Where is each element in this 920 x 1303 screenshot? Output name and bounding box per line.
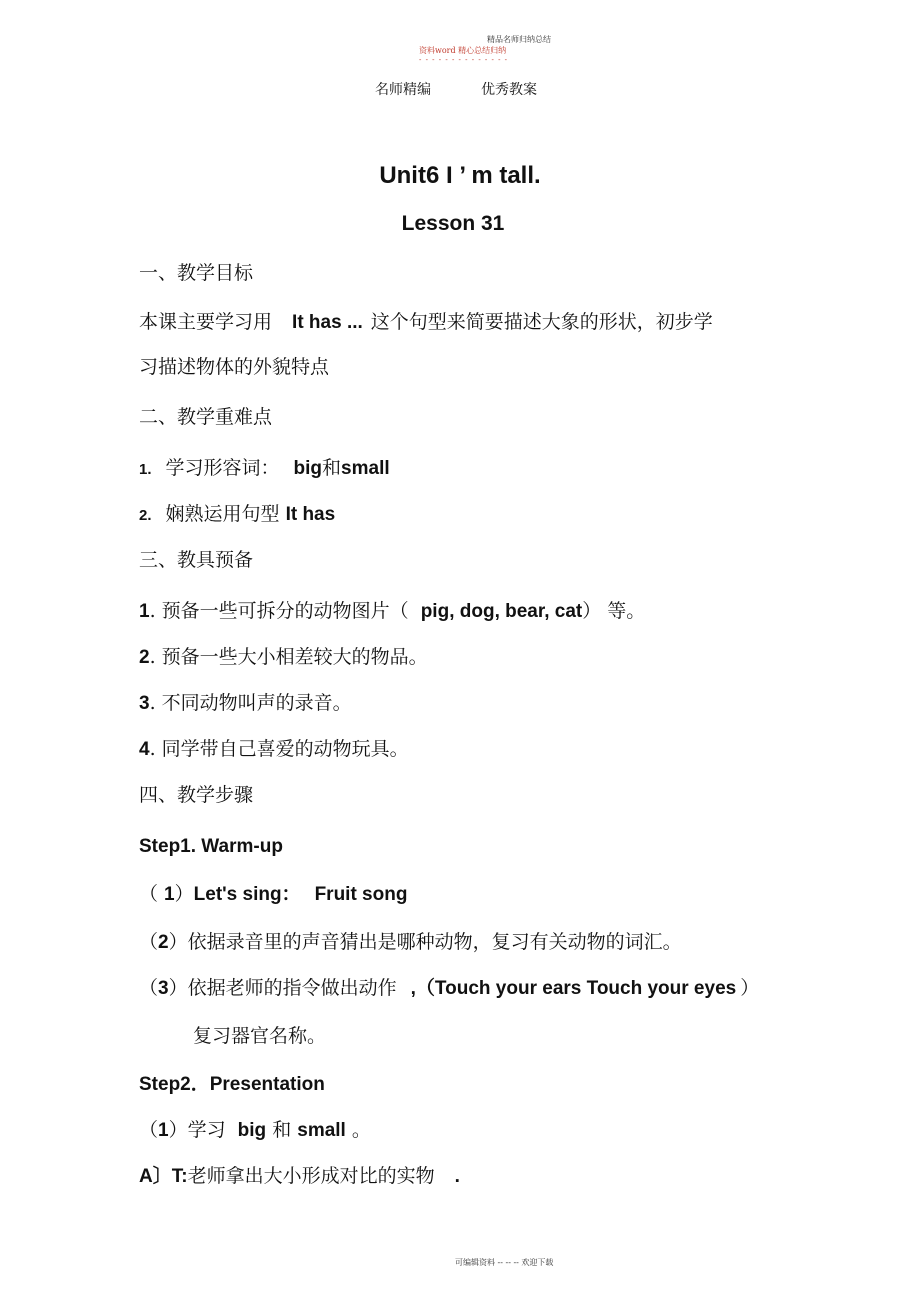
watermark-red: 资料word 精心总结归纳 [419, 46, 507, 55]
prep-1-after: ） 等。 [582, 600, 646, 622]
keypoint-2 [139, 499, 335, 526]
keypoint-1-text: 学习形容词： [165, 457, 280, 479]
watermark-top: 精品名师归纳总结 [487, 35, 551, 44]
objective-text-a: 本课主要学习用 [139, 311, 279, 333]
step2-item-a [139, 1161, 460, 1188]
prep-3-text: . 不同动物叫声的录音。 [149, 692, 352, 714]
prep-item-2 [139, 642, 428, 669]
prep-3-num: 3 [139, 693, 150, 714]
prep-1-animals: pig, dog, bear, cat [420, 601, 583, 622]
step2-i1-and: 和 [266, 1119, 298, 1141]
objective-line-1 [139, 307, 713, 334]
section-heading-prep: 三、教具预备 [139, 549, 254, 571]
prep-item-3 [139, 688, 352, 715]
section-heading-objectives: 一、教学目标 [139, 262, 254, 284]
keypoint-1 [139, 453, 390, 480]
step1-item-2 [139, 927, 682, 954]
prep-item-4 [139, 734, 409, 761]
step2-a-text: 老师拿出大小形成对比的实物 [187, 1165, 441, 1187]
prep-1-text: . 预备一些可拆分的动物图片（ [149, 600, 415, 622]
footer: 可编辑资料 -- -- -- 欢迎下载 [455, 1258, 554, 1267]
prep-1-num: 1 [139, 601, 150, 622]
step1-i1-song: Fruit song [314, 884, 408, 905]
header-left: 名师精编 [375, 82, 431, 98]
step1-i1-open: （ [139, 883, 165, 905]
step1-i1-sing: Let's sing： [193, 884, 301, 905]
lesson-title: Lesson 31 [401, 212, 505, 235]
step1-i2-num: 2 [158, 932, 169, 953]
prep-2-num: 2 [139, 647, 150, 668]
objective-line-2: 习描述物体的外貌特点 [139, 356, 330, 378]
prep-item-1 [139, 596, 645, 623]
objective-pattern: It has ... [292, 312, 363, 333]
step1-i3-open: （ [139, 977, 159, 999]
prep-2-text: . 预备一些大小相差较大的物品。 [149, 646, 428, 668]
keypoint-2-num: 2. [139, 507, 152, 524]
keypoint-1-big: big [293, 458, 323, 479]
unit-title: Unit6 I ’ m tall. [379, 162, 541, 189]
step1-i3-commands: ,（Touch your ears Touch your eyes [410, 978, 737, 999]
step2-title: Step2．Presentation [139, 1074, 325, 1095]
step2-i1-end: 。 [345, 1119, 371, 1141]
step1-i1-num: 1 [164, 884, 175, 905]
step2-i1-big: big [237, 1120, 267, 1141]
step2-i1-text: 学习 [187, 1119, 232, 1141]
step1-i2-close: ） [168, 931, 188, 953]
keypoint-2-text: 娴熟运用句型 [165, 503, 286, 525]
keypoint-1-num: 1. [139, 461, 152, 478]
step2-a-label: A〕T: [139, 1166, 188, 1187]
step2-i1-small: small [297, 1120, 346, 1141]
section-heading-keypoints: 二、教学重难点 [139, 406, 273, 428]
step1-i2-text: 依据录音里的声音猜出是哪种动物，复习有关动物的词汇。 [187, 931, 682, 953]
step1-i3-text: 依据老师的指令做出动作 [187, 977, 403, 999]
step1-item-3 [139, 973, 759, 1000]
keypoint-2-pattern: It has [285, 504, 336, 525]
keypoint-1-small: small [341, 458, 390, 479]
header-right: 优秀教案 [481, 82, 537, 98]
step2-i1-close: ） [168, 1119, 188, 1141]
step2-a-dot: . [454, 1166, 460, 1187]
step1-title: Step1. Warm-up [139, 836, 283, 857]
step1-i2-open: （ [139, 931, 159, 953]
prep-4-text: . 同学带自己喜爱的动物玩具。 [149, 738, 409, 760]
watermark-dashes: - - - - - - - - - - - - - - [419, 56, 509, 64]
step2-item-1 [139, 1115, 371, 1142]
step2-i1-open: （ [139, 1119, 159, 1141]
objective-text-b: 这个句型来简要描述大象的形状，初步学 [370, 311, 713, 333]
step2-i1-num: 1 [158, 1120, 169, 1141]
section-heading-steps: 四、教学步骤 [139, 784, 254, 806]
step1-i1-close: ） [174, 883, 194, 905]
step1-i3-close2: ） [740, 977, 760, 999]
step1-i3-close: ） [168, 977, 188, 999]
step1-i3-num: 3 [158, 978, 169, 999]
keypoint-1-and: 和 [322, 457, 342, 479]
step1-item-1 [139, 879, 407, 906]
step1-item-3-cont: 复习器官名称。 [193, 1025, 327, 1047]
prep-4-num: 4 [139, 739, 150, 760]
